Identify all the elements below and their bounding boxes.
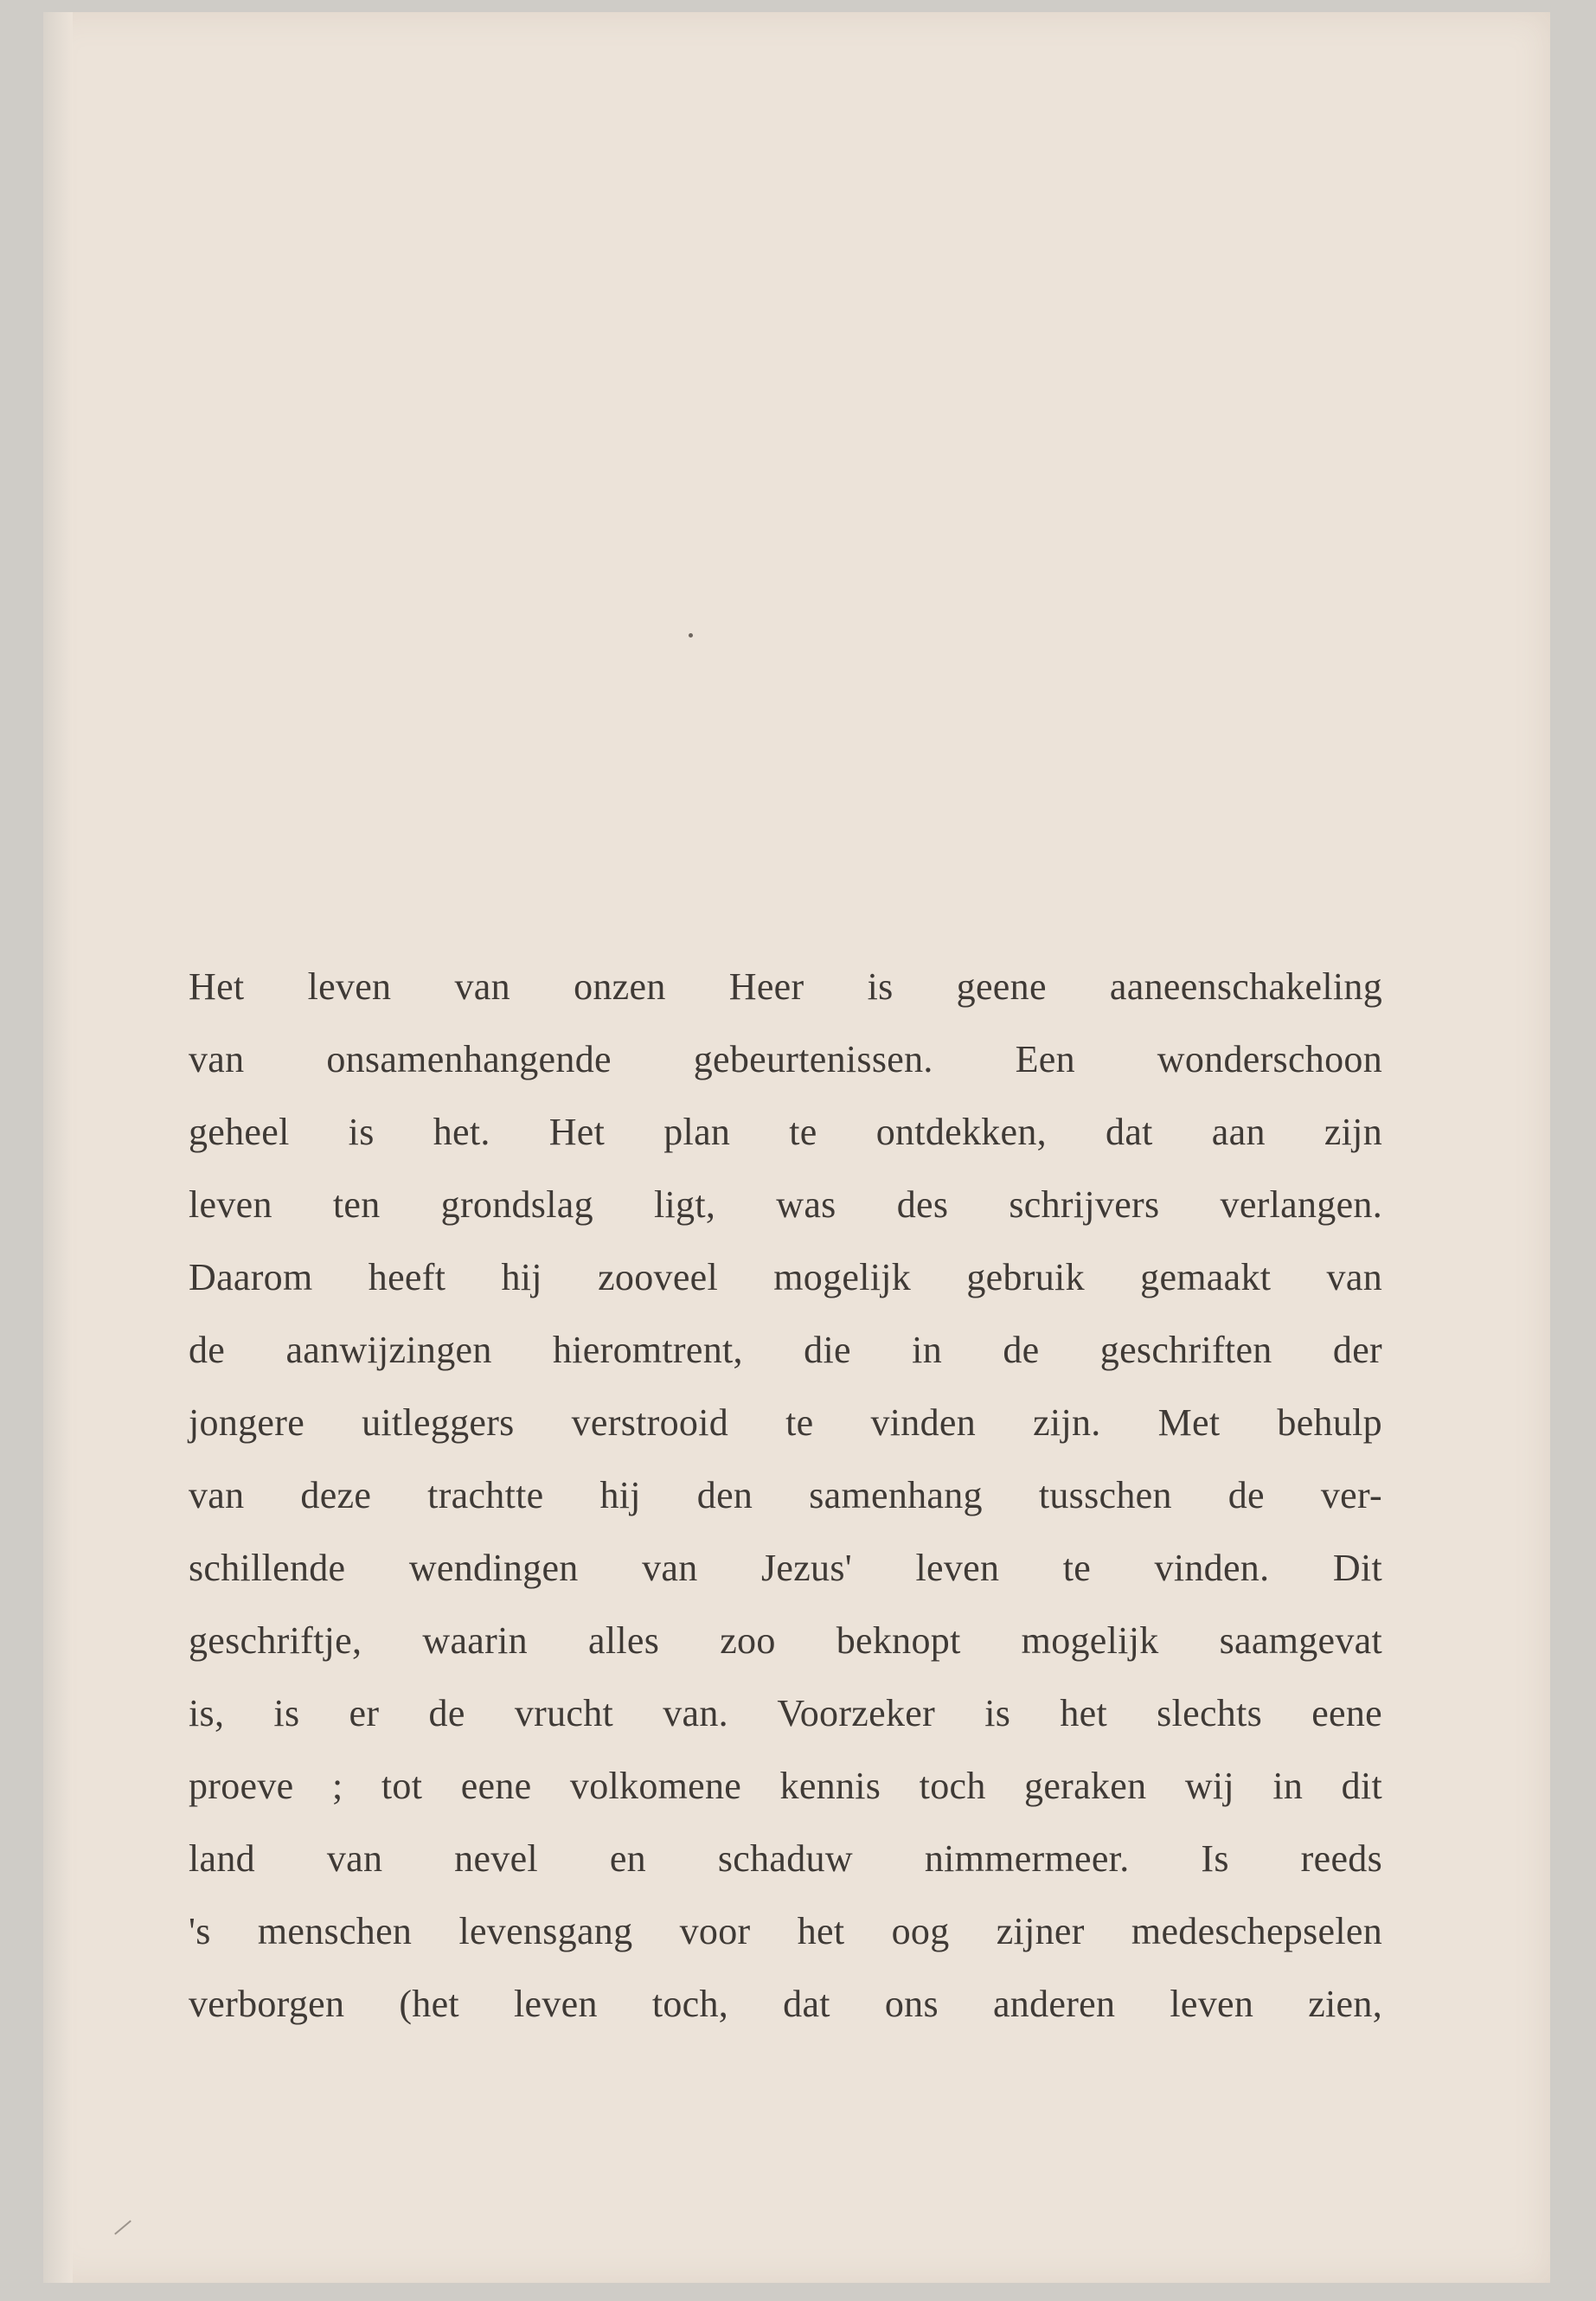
paragraph-line: land van nevel en schaduw nimmermeer. Is reeds bbox=[189, 1837, 1382, 1880]
body-paragraph bbox=[189, 951, 1382, 2041]
paragraph-line: leven ten grondslag ligt, was des schrijvers verlangen. bbox=[189, 1183, 1382, 1226]
paragraph-line: 's menschen levensgang voor het oog zijner medeschepselen bbox=[189, 1910, 1382, 1952]
paragraph-line: Het leven van onzen Heer is geene aaneenschakeling bbox=[189, 965, 1382, 1008]
paragraph-line: van deze trachtte hij den samenhang tusschen de ver- bbox=[189, 1474, 1382, 1516]
paragraph-line: de aanwijzingen hieromtrent, die in de geschriften der bbox=[189, 1329, 1382, 1371]
paragraph-line: van onsamenhangende gebeurtenissen. Een wonderschoon bbox=[189, 1038, 1382, 1080]
paragraph-line: proeve ; tot eene volkomene kennis toch geraken wij in dit bbox=[189, 1765, 1382, 1807]
page-binding-edge bbox=[43, 12, 73, 2283]
book-page bbox=[43, 12, 1550, 2283]
paragraph-line: jongere uitleggers verstrooid te vinden zijn. Met behulp bbox=[189, 1401, 1382, 1444]
paragraph-line: geschriftje, waarin alles zoo beknopt mogelijk saamgevat bbox=[189, 1619, 1382, 1662]
paragraph-line: Daarom heeft hij zooveel mogelijk gebruik gemaakt van bbox=[189, 1256, 1382, 1298]
paragraph-line: schillende wendingen van Jezus' leven te vinden. Dit bbox=[189, 1547, 1382, 1589]
paragraph-line: verborgen (het leven toch, dat ons anderen leven zien, bbox=[189, 1983, 1382, 2025]
paragraph-line: geheel is het. Het plan te ontdekken, dat aan zijn bbox=[189, 1111, 1382, 1153]
page-scratch-mark bbox=[114, 2221, 131, 2235]
ink-speck bbox=[689, 633, 693, 638]
paragraph-line: is, is er de vrucht van. Voorzeker is het slechts eene bbox=[189, 1692, 1382, 1734]
